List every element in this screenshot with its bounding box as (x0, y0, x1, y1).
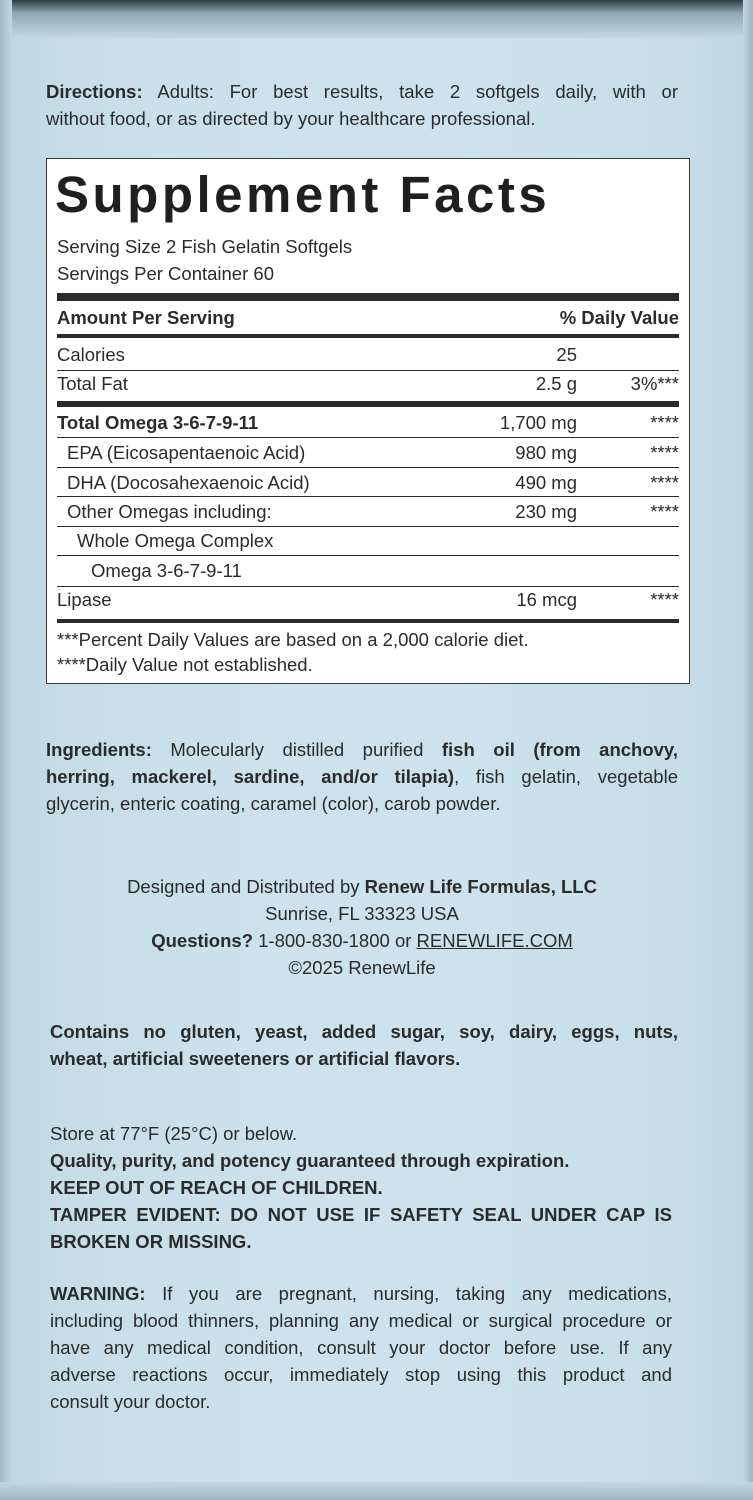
row-name: Calories (57, 344, 125, 365)
ingredients-bold-2: herring, mackerel, sardine, and/or tilapia) (46, 766, 455, 787)
directions-line-2: without food, or as directed by your healthcare professional. (46, 108, 536, 129)
directions (46, 78, 678, 132)
row-daily-value: **** (650, 589, 679, 610)
medium-rule (57, 619, 679, 623)
ingredients (46, 736, 678, 817)
box-top-edge (0, 0, 753, 38)
warning-label: WARNING: (50, 1283, 146, 1304)
thin-rule (57, 467, 679, 468)
thin-rule (57, 437, 679, 438)
directions-label: Directions: (46, 81, 143, 102)
storage-line-1: Store at 77°F (25°C) or below. (50, 1123, 298, 1144)
thin-rule (57, 586, 679, 587)
thin-rule (57, 526, 679, 527)
row-name: Whole Omega Complex (77, 530, 274, 551)
warning-line-1 (50, 1280, 672, 1307)
thin-rule (57, 496, 679, 497)
table-header (57, 306, 679, 330)
box-right-edge (743, 0, 753, 1500)
row-name: Omega 3-6-7-9-11 (91, 560, 242, 581)
thin-rule (57, 370, 679, 371)
row-amount: 980 mg (515, 442, 577, 463)
questions-label: Questions? (151, 930, 253, 951)
ingredients-bold-1: fish oil (from anchovy, (441, 739, 678, 760)
ingredients-line-1 (46, 736, 678, 763)
ingredients-line-2 (46, 763, 678, 790)
table-row (57, 559, 713, 583)
row-name: Lipase (57, 589, 112, 610)
allergen-statement (50, 1018, 678, 1072)
thick-rule (57, 401, 679, 407)
row-amount: 490 mg (515, 472, 577, 493)
thick-rule (57, 293, 679, 301)
row-daily-value: **** (650, 501, 679, 522)
allergen-line-1: Contains no gluten, yeast, added sugar, soy, dairy, eggs, nuts, (50, 1021, 678, 1042)
row-daily-value: **** (650, 472, 679, 493)
supplement-facts-panel (46, 158, 690, 684)
ingredients-label: Ingredients: (46, 739, 152, 760)
row-name: Total Fat (57, 373, 128, 394)
medium-rule (57, 334, 679, 338)
row-daily-value: 3%*** (630, 373, 679, 394)
warning (50, 1280, 672, 1415)
table-row (57, 411, 679, 435)
distributor-prefix: Designed and Distributed by (127, 876, 365, 897)
ingredients-text-2: , fish gelatin, vegetable (454, 766, 678, 787)
directions-line-1 (46, 78, 678, 105)
table-row (57, 441, 689, 465)
footnote-daily-values: ***Percent Daily Values are based on a 2,000 calorie diet. (57, 629, 529, 650)
distributor-company: Renew Life Formulas, LLC (364, 876, 597, 897)
allergen-line-2: wheat, artificial sweeteners or artificial flavors. (50, 1048, 461, 1069)
directions-text-1: Adults: For best results, take 2 softgels daily, with or (142, 81, 678, 102)
servings-per-container: Servings Per Container 60 (57, 263, 274, 284)
distributor-address: Sunrise, FL 33323 USA (265, 903, 459, 924)
ingredients-text-1: Molecularly distilled purified (151, 739, 442, 760)
row-name: EPA (Eicosapentaenoic Acid) (67, 442, 306, 463)
footnote-not-established: ****Daily Value not established. (57, 654, 313, 675)
row-amount: 25 (556, 344, 577, 365)
table-row (57, 372, 679, 396)
table-row (57, 343, 679, 367)
storage-line-3: KEEP OUT OF REACH OF CHILDREN. (50, 1177, 383, 1198)
ingredients-line-3: glycerin, enteric coating, caramel (color), carob powder. (46, 793, 501, 814)
table-row (57, 529, 699, 553)
row-daily-value: **** (650, 442, 679, 463)
warning-line-4: adverse reactions occur, immediately stop using this product and (50, 1364, 672, 1385)
questions-phone: 1-800-830-1800 or (253, 930, 417, 951)
row-amount: 2.5 g (535, 373, 577, 394)
table-row (57, 500, 689, 524)
table-row (57, 588, 679, 612)
copyright: ©2025 RenewLife (288, 957, 436, 978)
row-name: Total Omega 3-6-7-9-11 (57, 412, 259, 433)
box-left-edge (0, 0, 12, 1500)
row-daily-value: **** (650, 412, 679, 433)
distributor-info (46, 873, 678, 981)
thin-rule (57, 555, 679, 556)
serving-size: Serving Size 2 Fish Gelatin Softgels (57, 236, 353, 257)
row-amount: 1,700 mg (499, 412, 577, 433)
storage-line-5: BROKEN OR MISSING. (50, 1231, 252, 1252)
header-daily-value: % Daily Value (559, 307, 679, 328)
row-name: DHA (Docosahexaenoic Acid) (67, 472, 310, 493)
row-amount: 230 mg (515, 501, 577, 522)
storage-info (50, 1120, 672, 1255)
supplement-facts-title: Supplement Facts (55, 166, 551, 223)
header-amount-per-serving: Amount Per Serving (57, 307, 235, 328)
row-name: Other Omegas including: (67, 501, 272, 522)
warning-text-1: If you are pregnant, nursing, taking any medications, (145, 1283, 672, 1304)
warning-line-5: consult your doctor. (50, 1391, 211, 1412)
box-bottom-edge (0, 1482, 753, 1500)
warning-line-3: have any medical condition, consult your doctor before use. If any (50, 1337, 672, 1358)
warning-line-2: including blood thinners, planning any medical or surgical procedure or (50, 1310, 672, 1331)
distributor-line (46, 873, 678, 900)
website-link[interactable]: RENEWLIFE.COM (416, 930, 573, 951)
storage-line-2: Quality, purity, and potency guaranteed through expiration. (50, 1150, 570, 1171)
row-amount: 16 mcg (516, 589, 577, 610)
storage-line-4: TAMPER EVIDENT: DO NOT USE IF SAFETY SEAL UNDER CAP IS (50, 1204, 672, 1225)
table-row (57, 471, 689, 495)
questions-line (46, 927, 678, 954)
